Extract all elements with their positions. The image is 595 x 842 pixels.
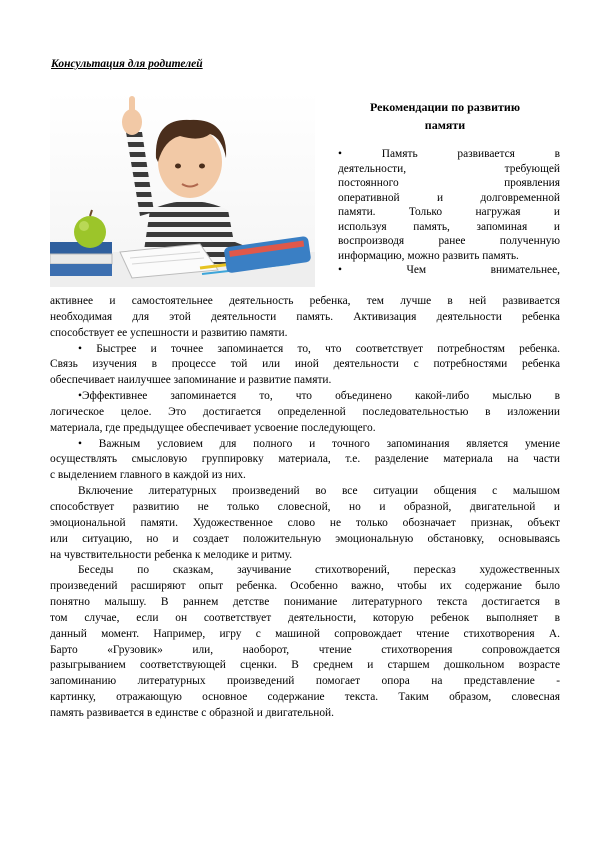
body-line: способствует ее успешности и развитию памяти. [50, 326, 288, 339]
column-line: • Память развивается в [338, 148, 560, 160]
body-line: активнее и самостоятельнее деятельность ребенка, тем лучше в ней развивается [50, 295, 560, 307]
column-line: оперативной и долговременной [338, 191, 560, 204]
column-line: информацию, можно развить память. [338, 249, 519, 262]
body-line: с выделением главного в каждой из них. [50, 469, 246, 482]
bullet-line: • Быстрее и точнее запоминается то, что соответствует потребностям ребенка. [78, 342, 560, 355]
body-line: осуществлять смысловую группировку материала, т.е. разделение материала на части [50, 453, 560, 466]
body-line: обеспечивает наилучшее запоминание и развитие памяти. [50, 374, 332, 387]
title-line-1: Рекомендации по развитию [369, 100, 521, 114]
column-line: постоянного проявления [338, 177, 560, 190]
column-line: воспроизводя ранее полученную [338, 235, 560, 248]
child-photo [50, 92, 315, 287]
column-line: используя память, запоминая и [338, 220, 560, 233]
body-line: понятно малышу. В раннем детстве понимание литературного текста достигается в [50, 596, 560, 609]
body-line: Барто «Грузовик» или, наоборот, чтение стихотворения сопровождается [50, 643, 560, 656]
body-line: или ситуацию, но и создает положительную эмоциональную обстановку, основываясь [50, 532, 560, 545]
body-line: запоминанию литературных произведений помогает опора на представление - [50, 675, 560, 688]
column-line: памяти. Только нагружая и [338, 206, 560, 219]
body-line: Связь изучения в процессе той или иной деятельности с потребностями ребенка [50, 358, 560, 371]
body-line: логическое целое. Это достигается определенной последовательностью в изложении [50, 405, 560, 418]
column-line: деятельности, требующей [338, 162, 560, 175]
body-line: способствует развитию не только словесной, но и образной, двигательной и [50, 500, 560, 513]
body-line: разыгрыванием соответствующей сценки. В среднем и старшем дошкольном возрасте [50, 659, 560, 672]
page-heading: Консультация для родителей [51, 58, 203, 70]
body-line: эмоциональной памяти. Художественное слово не только обозначает признак, объект [50, 516, 560, 529]
article-title [360, 98, 530, 134]
body-line: необходимая для этой деятельности память. Активизация деятельности ребенка [50, 310, 560, 323]
body-line: на чувствительности ребенка к мелодике и ритму. [50, 548, 293, 561]
body-line: память развивается в единстве с образной и двигательной. [50, 706, 334, 719]
right-column-text [338, 147, 560, 278]
body-line: материала, где предыдущее обеспечивает усвоение последующего. [50, 421, 376, 434]
body-line: произведений расширяют опыт ребенка. Особенно важно, чтобы их содержание было [50, 580, 560, 593]
paragraph-first-line: Беседы по сказкам, заучивание стихотворений, пересказ художественных [78, 564, 560, 577]
body-line: том случае, если он соответствует деятельности, которую ребенок выполняет в [50, 611, 560, 624]
title-line-2: памяти [424, 118, 466, 132]
bullet-line: • Важным условием для полного и точного запоминания является умение [78, 437, 560, 450]
body-line: картинку, отражающую основное содержание текста. Таким образом, словесная [50, 691, 560, 704]
body-line: данный момент. Например, игру с машиной сопровождает чтение стихотворения А. [50, 627, 560, 640]
paragraph-first-line: Включение литературных произведений во все ситуации общения с малышом [78, 485, 560, 498]
body-text [50, 294, 560, 722]
bullet-line: •Эффективнее запоминается то, что объединено какой-либо мыслью в [78, 390, 560, 403]
column-line: • Чем внимательнее, [338, 264, 560, 277]
